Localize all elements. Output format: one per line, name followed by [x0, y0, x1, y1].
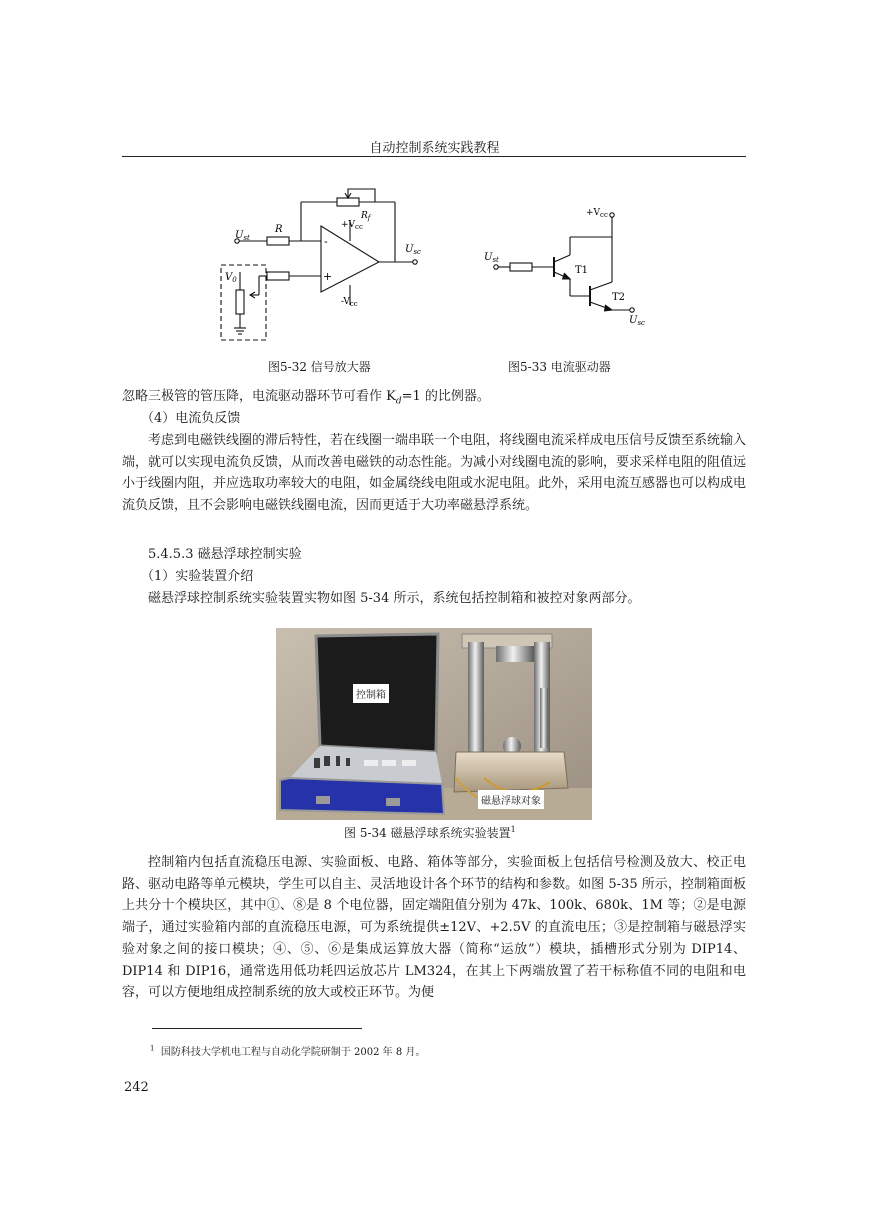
figure-534-caption: 图 5-34 磁悬浮球系统实验装置$^1$ [344, 825, 516, 840]
paragraph-control-box: 控制箱内包括直流稳压电源、实验面板、电路、箱体等部分，实验面板上包括信号检测及放大、校正电路、驱动电路等单元模块，学生可以自主、灵活地设计各个环节的结构和参数。如图 5-35 所示，控制箱面板上共分十个模块区，其中①、⑧是 8 个电位器，固定端阻值分别为 47k、100k、680k、1M 等；②是电源端子，通过实验箱内部的直流稳压电源，可为系统提供±12V、+2.5V 的直流电压；③是控制箱与磁悬浮实验对象之间的接口模块；④、⑤、⑥是集成运算放大器（简称“运放”）模块，插槽形式分别为 DIP14、DIP14 和 DIP16，通常选用低功耗四运放芯片 LM324，在其上下两端放置了若干标称值不同的电阻和电容，可以方便地组成控制系统的放大或校正环节。为便 [122, 855, 746, 1001]
svg-text:+Vcc: $+V_{cc}$ [586, 208, 608, 219]
paragraph-current-feedback: 考虑到电磁铁线圈的滞后特性，若在线圈一端串联一个电阻，将线圈电流采样成电压信号反馈至系统输入端，就可以实现电流负反馈，从而改善电磁铁的动态性能。为减小对线圈电流的影响，要求采样电阻的阻值远小于线圈内阻，并应选取功率较大的电阻，如金属绕线电阻或水泥电阻。此外，采用电流互感器也可以构成电流负反馈，且不会影响电磁铁线圈电流，因而更适于大功率磁悬浮系统。 [122, 433, 747, 514]
svg-text:Usc: $U_{sc}$ [629, 315, 645, 327]
svg-text:V0: $V_0$ [225, 272, 237, 284]
maglev-setup-photo [276, 628, 592, 820]
svg-text:T2: T2 [612, 292, 626, 303]
svg-text:+: + [323, 270, 333, 283]
svg-text:Ust: $U_{st}$ [235, 230, 250, 242]
page-number: 242 [124, 1080, 149, 1095]
footnote: $^1$ 国防科技大学机电工程与自动化学院研制于 2002 年 8 月。 [150, 1044, 426, 1058]
control-box-label: 控制箱 [353, 684, 389, 703]
paragraph-device-intro: 磁悬浮球控制系统实验装置实物如图 5-34 所示，系统包括控制箱和被控对象两部分。 [148, 591, 641, 606]
svg-text:-Vcc: $-V_{cc}$ [341, 297, 358, 308]
svg-text:+Vcc: $+V_{cc}$ [341, 220, 363, 231]
subheading-current-feedback: （4）电流负反馈 [141, 411, 241, 426]
figure-533-caption: 图5-33 电流驱动器 [508, 360, 611, 374]
photo-illustration [276, 628, 592, 820]
svg-text:T1: T1 [575, 265, 589, 276]
header-rule [122, 156, 746, 157]
svg-text:R: R [275, 224, 283, 235]
subheading-device-intro: （1）实验装置介绍 [141, 569, 254, 584]
running-header: 自动控制系统实践教程 [369, 141, 500, 156]
signal-amplifier-diagram [215, 180, 435, 350]
svg-text:-: - [324, 235, 328, 248]
footnote-rule [152, 1028, 362, 1029]
svg-text:Rf: $R_f$ [361, 211, 371, 222]
maglev-object-label: 磁悬浮球对象 [478, 790, 544, 809]
figure-532-caption: 图5-32 信号放大器 [268, 360, 371, 374]
section-heading: 5.4.5.3 磁悬浮球控制实验 [148, 547, 302, 562]
paragraph-proportional: 忽略三极管的管压降，电流驱动器环节可看作 $K_d=1$ 的比例器。 [122, 389, 490, 407]
current-driver-diagram [478, 200, 648, 330]
svg-text:Usc: $U_{sc}$ [405, 244, 421, 256]
svg-text:Ust: $U_{st}$ [484, 252, 499, 264]
